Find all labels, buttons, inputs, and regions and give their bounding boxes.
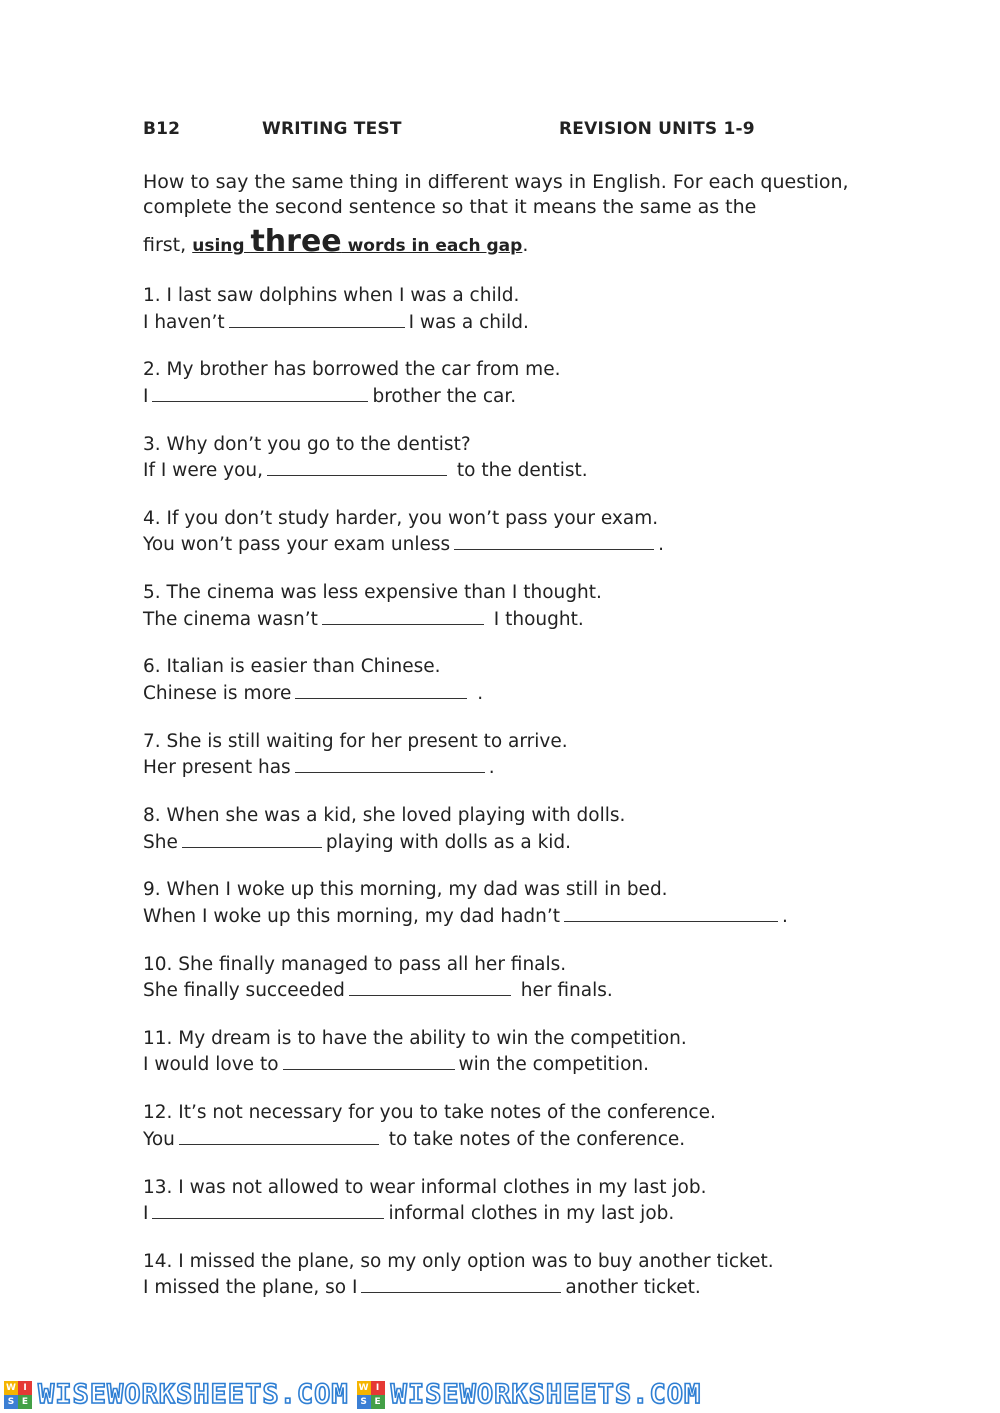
rewrite-sentence bbox=[143, 680, 903, 707]
rewrite-sentence bbox=[143, 1200, 903, 1227]
instructions-line-2: complete the second sentence so that it means the same as the bbox=[143, 196, 757, 218]
question-item bbox=[143, 730, 903, 804]
rewrite-sentence bbox=[143, 903, 903, 930]
question-item bbox=[143, 1250, 903, 1324]
instructions bbox=[143, 170, 863, 220]
question-prompt: 5. The cinema was less expensive than I thought. bbox=[143, 582, 602, 604]
logo-tile-icon bbox=[357, 1381, 385, 1409]
question-item bbox=[143, 433, 903, 507]
question-prompt: 13. I was not allowed to wear informal clothes in my last job. bbox=[143, 1176, 707, 1198]
rewrite-sentence bbox=[143, 383, 903, 410]
rewrite-sentence bbox=[143, 606, 903, 633]
rewrite-start: I bbox=[143, 385, 149, 407]
rewrite-end: brother the car. bbox=[372, 385, 517, 407]
logo-tile-letter: I bbox=[18, 1381, 32, 1395]
instructions-emphasis bbox=[192, 224, 523, 259]
logo-tile-letter: E bbox=[371, 1395, 385, 1409]
question-prompt: 3. Why don’t you go to the dentist? bbox=[143, 433, 471, 455]
rewrite-end: another ticket. bbox=[565, 1277, 701, 1299]
rewrite-sentence bbox=[143, 309, 903, 336]
rewrite-end: to the dentist. bbox=[451, 460, 588, 482]
rewrite-start: If I were you, bbox=[143, 460, 264, 482]
rewrite-end: to take notes of the conference. bbox=[382, 1128, 686, 1150]
rewrite-end: . bbox=[658, 534, 665, 556]
rewrite-end: win the competition. bbox=[458, 1054, 649, 1076]
answer-gap[interactable] bbox=[564, 903, 778, 922]
rewrite-end: playing with dolls as a kid. bbox=[325, 831, 572, 853]
question-item bbox=[143, 804, 903, 878]
instructions-words-in-gap: words in each gap bbox=[341, 236, 523, 256]
rewrite-sentence bbox=[143, 1274, 903, 1301]
rewrite-start: You bbox=[143, 1128, 175, 1150]
rewrite-start: She finally succeeded bbox=[143, 980, 345, 1002]
question-prompt: 8. When she was a kid, she loved playing with dolls. bbox=[143, 805, 626, 827]
logo-tile-icon bbox=[4, 1381, 32, 1409]
question-prompt: 12. It’s not necessary for you to take notes of the conference. bbox=[143, 1102, 716, 1124]
answer-gap[interactable] bbox=[152, 1200, 384, 1219]
instructions-line-3 bbox=[143, 222, 863, 266]
logo-text: WISEWORKSHEETS.COM bbox=[38, 1379, 349, 1410]
footer-logo-1 bbox=[4, 1379, 349, 1410]
logo-tile-letter: E bbox=[18, 1395, 32, 1409]
rewrite-sentence bbox=[143, 829, 903, 856]
instructions-three: three bbox=[250, 224, 342, 259]
question-prompt: 9. When I woke up this morning, my dad was still in bed. bbox=[143, 879, 668, 901]
rewrite-start: Her present has bbox=[143, 757, 291, 779]
question-item bbox=[143, 507, 903, 581]
question-item bbox=[143, 358, 903, 432]
logo-tile-letter: W bbox=[4, 1381, 18, 1395]
rewrite-start: When I woke up this morning, my dad hadn’t bbox=[143, 905, 561, 927]
answer-gap[interactable] bbox=[454, 531, 654, 550]
question-prompt: 4. If you don’t study harder, you won’t pass your exam. bbox=[143, 507, 659, 529]
rewrite-start: I bbox=[143, 1203, 149, 1225]
question-item bbox=[143, 581, 903, 655]
rewrite-end: her finals. bbox=[514, 980, 613, 1002]
logo-tile-letter: S bbox=[4, 1395, 18, 1409]
question-item bbox=[143, 878, 903, 952]
question-prompt: 7. She is still waiting for her present to arrive. bbox=[143, 730, 568, 752]
test-type: WRITING TEST bbox=[262, 119, 402, 139]
answer-gap[interactable] bbox=[179, 1126, 379, 1145]
rewrite-start: Chinese is more bbox=[143, 682, 292, 704]
revision-units: REVISION UNITS 1-9 bbox=[559, 119, 755, 139]
answer-gap[interactable] bbox=[349, 977, 511, 996]
question-prompt: 2. My brother has borrowed the car from me. bbox=[143, 359, 561, 381]
rewrite-sentence bbox=[143, 1051, 903, 1078]
question-prompt: 6. Italian is easier than Chinese. bbox=[143, 656, 441, 678]
logo-tile-letter: I bbox=[371, 1381, 385, 1395]
rewrite-end: I was a child. bbox=[408, 311, 529, 333]
rewrite-start: I missed the plane, so I bbox=[143, 1277, 358, 1299]
rewrite-sentence bbox=[143, 754, 903, 781]
logo-tile-letter: S bbox=[357, 1395, 371, 1409]
rewrite-end: . bbox=[471, 682, 484, 704]
rewrite-end: I thought. bbox=[487, 608, 584, 630]
rewrite-start: I haven’t bbox=[143, 311, 225, 333]
question-item bbox=[143, 1027, 903, 1101]
answer-gap[interactable] bbox=[295, 754, 485, 773]
answer-gap[interactable] bbox=[152, 383, 368, 402]
question-prompt: 1. I last saw dolphins when I was a child. bbox=[143, 285, 520, 306]
instructions-first: first, bbox=[143, 234, 193, 256]
rewrite-start: She bbox=[143, 831, 178, 853]
question-list bbox=[143, 284, 903, 1324]
instructions-using: using bbox=[192, 236, 251, 256]
rewrite-sentence bbox=[143, 1126, 903, 1153]
answer-gap[interactable] bbox=[322, 606, 484, 625]
logo-text: WISEWORKSHEETS.COM bbox=[390, 1379, 702, 1410]
answer-gap[interactable] bbox=[182, 829, 322, 848]
instructions-period: . bbox=[522, 234, 529, 256]
question-item bbox=[143, 284, 903, 358]
instructions-line-1: How to say the same thing in different ways in English. For each question, bbox=[143, 171, 849, 193]
rewrite-end: informal clothes in my last job. bbox=[388, 1203, 675, 1225]
rewrite-sentence bbox=[143, 531, 903, 558]
rewrite-end: . bbox=[782, 905, 788, 927]
question-prompt: 10. She finally managed to pass all her finals. bbox=[143, 953, 567, 975]
answer-gap[interactable] bbox=[361, 1274, 561, 1293]
rewrite-sentence bbox=[143, 457, 903, 484]
rewrite-start: I would love to bbox=[143, 1054, 279, 1076]
question-prompt: 14. I missed the plane, so my only option was to buy another ticket. bbox=[143, 1250, 774, 1272]
answer-gap[interactable] bbox=[267, 457, 447, 476]
logo-tile-letter: W bbox=[357, 1381, 371, 1395]
answer-gap[interactable] bbox=[295, 680, 467, 699]
rewrite-start: The cinema wasn’t bbox=[143, 608, 318, 630]
question-item bbox=[143, 655, 903, 729]
question-prompt: 11. My dream is to have the ability to win the competition. bbox=[143, 1027, 687, 1049]
answer-gap[interactable] bbox=[229, 309, 405, 328]
rewrite-start: You won’t pass your exam unless bbox=[143, 534, 451, 556]
question-item bbox=[143, 1176, 903, 1250]
footer-logo-2 bbox=[357, 1379, 702, 1410]
level-code: B12 bbox=[143, 119, 181, 139]
rewrite-sentence bbox=[143, 977, 903, 1004]
question-item bbox=[143, 953, 903, 1027]
rewrite-end: . bbox=[488, 757, 495, 779]
answer-gap[interactable] bbox=[283, 1051, 455, 1070]
footer-banner bbox=[0, 1376, 1000, 1413]
question-item bbox=[143, 1101, 903, 1175]
